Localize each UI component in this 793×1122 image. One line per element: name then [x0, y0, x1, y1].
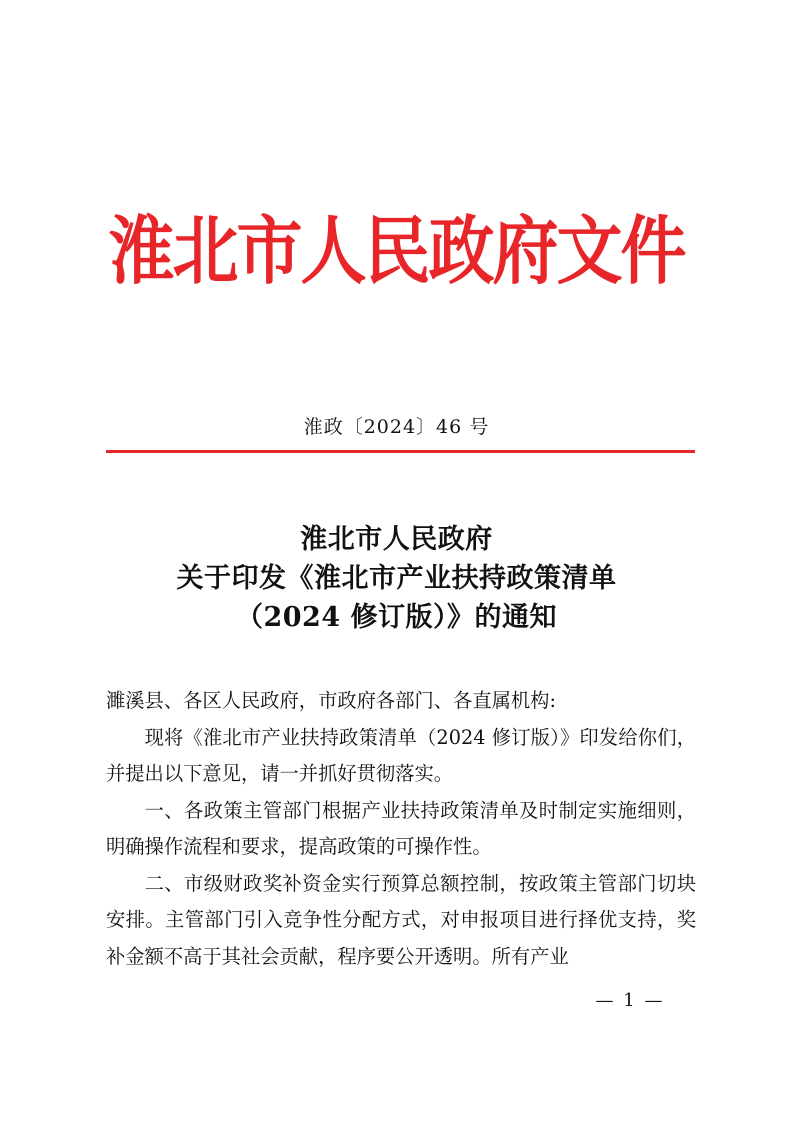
body-text [106, 683, 696, 975]
paragraph-item-1: 一、各政策主管部门根据产业扶持政策清单及时制定实施细则，明确操作流程和要求，提高政策的可操作性。 [106, 798, 696, 858]
notice-title [0, 520, 793, 637]
masthead-title: 淮北市人民政府文件 [108, 207, 685, 295]
title-line-2: 关于印发《淮北市产业扶持政策清单 [176, 563, 617, 594]
title-line-3: （2024 修订版）》的通知 [235, 602, 558, 633]
paragraph-item-2: 二、市级财政奖补资金实行预算总额控制，按政策主管部门切块安排。主管部门引入竞争性分配方式，对申报项目进行择优支持，奖补金额不高于其社会贡献，程序要公开透明。所有产业 [106, 871, 696, 968]
salutation: 濉溪县、各区人民政府，市政府各部门、各直属机构: [106, 689, 556, 712]
red-divider-line [106, 450, 695, 453]
paragraph-intro: 现将《淮北市产业扶持政策清单（2024 修订版）》印发给你们，并提出以下意见，请一并抓好贯彻落实。 [106, 725, 696, 785]
page-number: — 1 — [595, 990, 665, 1011]
document-number: 淮政〔2024〕46 号 [303, 416, 490, 438]
title-line-1: 淮北市人民政府 [300, 524, 493, 555]
